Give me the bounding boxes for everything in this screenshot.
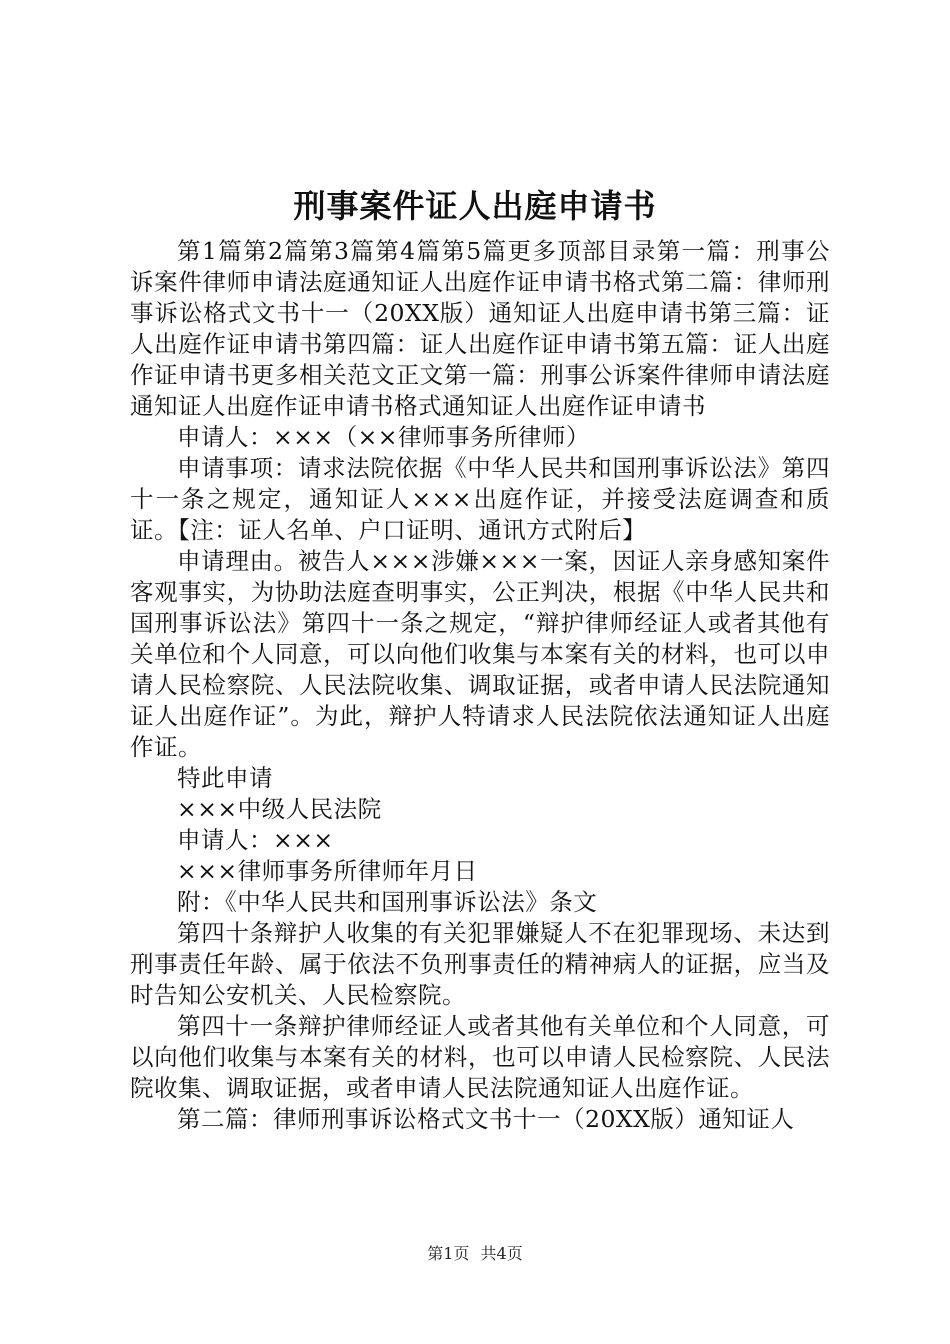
paragraph-law-firm-date: ×××律师事务所律师年月日 (177, 857, 478, 885)
document-title: 刑事案件证人出庭申请书 (293, 187, 657, 225)
paragraph-article-41: 第四十一条辩护律师经证人或者其他有关单位和个人同意，可以向他们收集与本案有关的材料，也可以申请人民检察院、人民法院收集、调取证据，或者申请人民法院通知证人出庭作证。 (130, 1012, 830, 1102)
paragraph-hereby-apply: 特此申请 (177, 764, 273, 792)
document-body (130, 236, 830, 1135)
paragraph-attachment: 附：《中华人民共和国刑事诉讼法》条文 (177, 888, 598, 916)
paragraph-request-reasons: 申请理由。被告人×××涉嫌×××一案，因证人亲身感知案件客观事实，为协助法庭查明事实，公正判决，根据《中华人民共和国刑事诉讼法》第四十一条之规定，“辩护律师经证人或者其他有关单位和个人同意，可以向他们收集与本案有关的材料，也可以申请人民检察院、人民法院收集、调取证据，或者申请人民法院通知证人出庭作证”。为此，辩护人特请求人民法院依法通知证人出庭作证。 (130, 547, 830, 761)
paragraph-article-40: 第四十条辩护人收集的有关犯罪嫌疑人不在犯罪现场、未达到刑事责任年龄、属于依法不负刑事责任的精神病人的证据，应当及时告知公安机关、人民检察院。 (130, 919, 830, 1009)
paragraph-toc: 第1篇第2篇第3篇第4篇第5篇更多顶部目录第一篇：刑事公诉案件律师申请法庭通知证人出庭作证申请书格式第二篇：律师刑事诉讼格式文书十一（20XX版）通知证人出庭申请书第三篇：证人出庭作证申请书第四篇：证人出庭作证申请书第五篇：证人出庭作证申请书更多相关范文正文第一篇：刑事公诉案件律师申请法庭通知证人出庭作证申请书格式通知证人出庭作证申请书 (130, 237, 830, 420)
paragraph-court: ×××中级人民法院 (177, 795, 382, 823)
page-footer (0, 1242, 950, 1266)
paragraph-applicant-sign: 申请人：××× (177, 826, 334, 854)
paragraph-second-article: 第二篇：律师刑事诉讼格式文书十一（20XX版）通知证人 (177, 1105, 795, 1133)
paragraph-request-items: 申请事项：请求法院依据《中华人民共和国刑事诉讼法》第四十一条之规定，通知证人×××出庭作证，并接受法庭调查和质证。【注：证人名单、户口证明、通讯方式附后】 (130, 454, 830, 544)
page-total: 共4页 (480, 1244, 523, 1263)
page-number: 第1页 (427, 1244, 470, 1263)
paragraph-applicant: 申请人：×××（××律师事务所律师） (177, 423, 590, 451)
